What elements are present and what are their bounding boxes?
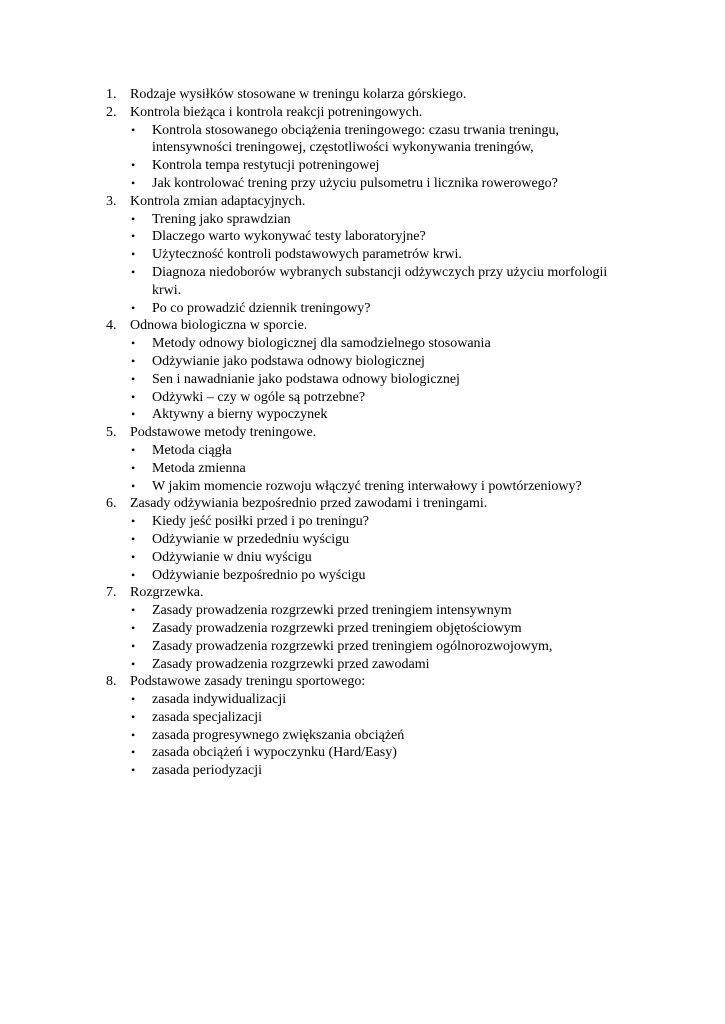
list-item (0, 442, 725, 460)
section-heading (0, 584, 725, 602)
list-item-text: Kontrola stosowanego obciążenia treningowego: czasu trwania treningu, intensywności treningowej, częstotliwości wykonywania treningów, (152, 122, 560, 156)
list-item (0, 602, 725, 620)
list-item-text: Odżywianie bezpośrednio po wyścigu (152, 567, 366, 583)
list-item-text: Zasady prowadzenia rozgrzewki przed treningiem objętościowym (152, 620, 522, 636)
bullet-icon: • (131, 353, 136, 368)
list-item (0, 620, 725, 638)
list-item-text: zasada progresywnego zwiększania obciążeń (152, 727, 405, 743)
section-heading (0, 424, 725, 442)
list-item-text: Sen i nawadnianie jako podstawa odnowy biologicznej (152, 371, 460, 387)
list-item (0, 513, 725, 531)
section-heading (0, 86, 725, 104)
list-item (0, 300, 725, 318)
list-item-text: zasada obciążeń i wypoczynku (Hard/Easy) (152, 745, 397, 761)
bullet-icon: • (131, 175, 136, 190)
bullet-icon: • (131, 442, 136, 457)
list-item (0, 691, 725, 709)
bullet-icon: • (131, 692, 136, 707)
list-item-text: Trening jako sprawdzian (152, 211, 291, 227)
list-item-text: Odżywianie jako podstawa odnowy biologicznej (152, 353, 425, 369)
section-heading (0, 104, 725, 122)
bullet-icon: • (131, 229, 136, 244)
list-item-text: Metody odnowy biologicznej dla samodzielnego stosowania (152, 336, 491, 352)
bullet-icon: • (131, 247, 136, 262)
list-item (0, 638, 725, 656)
list-item (0, 122, 725, 158)
bullet-icon: • (131, 709, 136, 724)
bullet-icon: • (131, 727, 136, 742)
list-item-text: zasada indywidualizacji (152, 692, 287, 708)
section-number: 3. (106, 193, 117, 209)
list-item-text: Zasady prowadzenia rozgrzewki przed zawodami (152, 656, 430, 672)
list-item (0, 228, 725, 246)
list-item (0, 549, 725, 567)
list-item (0, 744, 725, 762)
section-number: 8. (106, 674, 117, 690)
list-item-text: zasada periodyzacji (152, 763, 262, 779)
list-item (0, 567, 725, 585)
list-item-text: W jakim momencie rozwoju włączyć trening interwałowy i powtórzeniowy? (152, 478, 582, 494)
list-item (0, 371, 725, 389)
section-number: 6. (106, 496, 117, 512)
list-item-text: Użyteczność kontroli podstawowych parametrów krwi. (152, 247, 462, 263)
list-item-text: Diagnoza niedoborów wybranych substancji odżywczych przy użyciu morfologii krwi. (152, 264, 608, 298)
list-item (0, 531, 725, 549)
bullet-icon: • (131, 211, 136, 226)
bullet-icon: • (131, 122, 136, 137)
list-item-text: Zasady prowadzenia rozgrzewki przed treningiem ogólnorozwojowym, (152, 638, 553, 654)
list-item-text: Kiedy jeść posiłki przed i po treningu? (152, 514, 369, 530)
list-item (0, 389, 725, 407)
bullet-icon: • (131, 656, 136, 671)
list-item (0, 175, 725, 193)
list-item (0, 478, 725, 496)
list-item (0, 211, 725, 229)
bullet-icon: • (131, 371, 136, 386)
list-item (0, 264, 725, 300)
list-item (0, 406, 725, 424)
bullet-icon: • (131, 158, 136, 173)
list-item-text: Dlaczego warto wykonywać testy laboratoryjne? (152, 229, 426, 245)
bullet-icon: • (131, 300, 136, 315)
section-title: Kontrola zmian adaptacyjnych. (130, 193, 306, 209)
section-heading (0, 317, 725, 335)
bullet-icon: • (131, 567, 136, 582)
list-item (0, 335, 725, 353)
list-item (0, 460, 725, 478)
section-number: 5. (106, 425, 117, 441)
bullet-icon: • (131, 531, 136, 546)
section-title: Rodzaje wysiłków stosowane w treningu kolarza górskiego. (130, 87, 467, 102)
bullet-icon: • (131, 407, 136, 422)
list-item-text: Jak kontrolować trening przy użyciu pulsometru i licznika rowerowego? (152, 175, 558, 191)
bullet-icon: • (131, 603, 136, 618)
bullet-icon: • (131, 549, 136, 564)
bullet-icon: • (131, 460, 136, 475)
section-title: Zasady odżywiania bezpośrednio przed zawodami i treningami. (130, 496, 488, 512)
list-item-text: Metoda zmienna (152, 460, 246, 476)
list-item (0, 157, 725, 175)
list-item-text: Odżywki – czy w ogóle są potrzebne? (152, 389, 366, 405)
section-title: Rozgrzewka. (130, 585, 204, 601)
document-page (0, 86, 725, 780)
section-heading (0, 193, 725, 211)
bullet-icon: • (131, 336, 136, 351)
bullet-icon: • (131, 514, 136, 529)
bullet-icon: • (131, 478, 136, 493)
list-item (0, 762, 725, 780)
section-number: 2. (106, 104, 117, 120)
bullet-icon: • (131, 264, 136, 279)
section-heading (0, 673, 725, 691)
bullet-icon: • (131, 638, 136, 653)
list-item-text: Aktywny a bierny wypoczynek (152, 407, 328, 423)
section-number: 7. (106, 585, 117, 601)
section-title: Odnowa biologiczna w sporcie. (130, 318, 308, 334)
list-item (0, 727, 725, 745)
bullet-icon: • (131, 745, 136, 760)
section-heading (0, 495, 725, 513)
section-number: 4. (106, 318, 117, 334)
list-item (0, 709, 725, 727)
list-item-text: Zasady prowadzenia rozgrzewki przed treningiem intensywnym (152, 603, 512, 619)
bullet-icon: • (131, 620, 136, 635)
list-item-text: Metoda ciągła (152, 442, 232, 458)
bullet-icon: • (131, 763, 136, 778)
bullet-icon: • (131, 389, 136, 404)
list-item-text: Kontrola tempa restytucji potreningowej (152, 158, 380, 174)
section-number: 1. (106, 87, 117, 102)
list-item-text: zasada specjalizacji (152, 709, 262, 725)
list-item-text: Odżywianie w przededniu wyścigu (152, 531, 350, 547)
list-item-text: Po co prowadzić dziennik treningowy? (152, 300, 371, 316)
list-item (0, 656, 725, 674)
section-title: Podstawowe zasady treningu sportowego: (130, 674, 366, 690)
list-item-text: Odżywianie w dniu wyścigu (152, 549, 312, 565)
list-item (0, 246, 725, 264)
list-item (0, 353, 725, 371)
section-title: Kontrola bieżąca i kontrola reakcji potreningowych. (130, 104, 423, 120)
section-title: Podstawowe metody treningowe. (130, 425, 317, 441)
